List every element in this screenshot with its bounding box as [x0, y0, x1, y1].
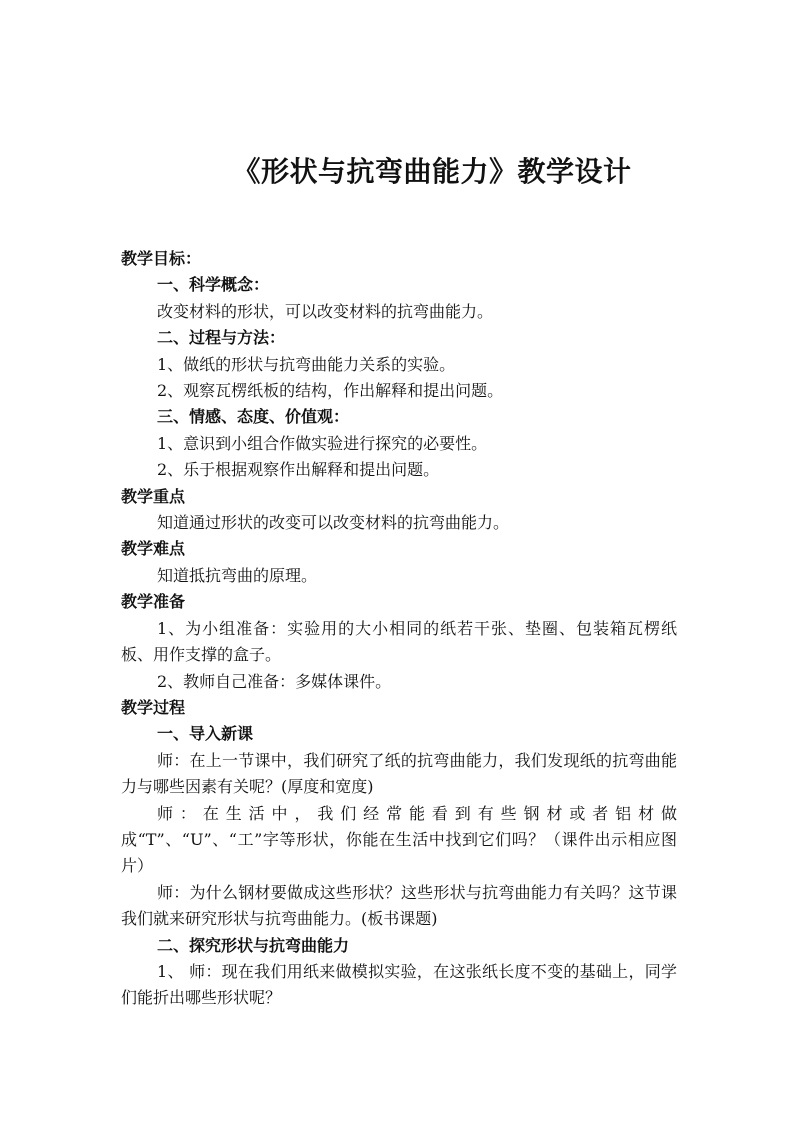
document-body [121, 246, 677, 1012]
list-item: 1、意识到小组合作做实验进行探究的必要性。 [157, 433, 488, 453]
paragraph: 知道抵抗弯曲的原理。 [157, 565, 318, 585]
paragraph: 知道通过形状的改变可以改变材料的抗弯曲能力。 [157, 513, 510, 533]
list-item: 2、教师自己准备：多媒体课件。 [157, 671, 392, 691]
paragraph: 改变材料的形状，可以改变材料的抗弯曲能力。 [157, 301, 494, 321]
document-title: 《形状与抗弯曲能力》教学设计 [232, 155, 632, 188]
heading-teaching-preparation: 教学准备 [121, 592, 186, 612]
subheading-attitudes-values: 三、情感、态度、价值观： [157, 407, 350, 427]
list-item: 1、做纸的形状与抗弯曲能力关系的实验。 [157, 354, 456, 374]
list-item: 2、乐于根据观察作出解释和提出问题。 [157, 460, 440, 480]
subheading-exploration: 二、探究形状与抗弯曲能力 [157, 935, 350, 955]
list-item: 2、观察瓦楞纸板的结构，作出解释和提出问题。 [157, 381, 504, 401]
paragraph: 1、为小组准备：实验用的大小相同的纸若干张、垫圈、包装箱瓦楞纸板、用作支撑的盒子。 [121, 618, 677, 665]
subheading-scientific-concepts: 一、科学概念： [157, 275, 270, 295]
paragraph: 师：为什么钢材要做成这些形状？这些形状与抗弯曲能力有关吗？这节课我们就来研究形状与抗弯曲能力。(板书课题) [121, 882, 677, 929]
subheading-introduction: 一、导入新课 [157, 724, 254, 744]
paragraph: 师：在上一节课中，我们研究了纸的抗弯曲能力，我们发现纸的抗弯曲能力与哪些因素有关呢？(厚度和宽度) [121, 750, 677, 797]
heading-teaching-objectives: 教学目标： [121, 249, 202, 268]
paragraph: 1、 师：现在我们用纸来做模拟实验，在这张纸长度不变的基础上，同学们能折出哪些形状呢？ [121, 961, 677, 1008]
heading-teaching-focus: 教学重点 [121, 486, 186, 506]
paragraph: 师：在生活中，我们经常能看到有些钢材或者铝材做成“T”、“U”、“工”字等形状，你能在生活中找到它们吗？（课件出示相应图片） [121, 803, 677, 876]
subheading-process-methods: 二、过程与方法： [157, 328, 286, 348]
heading-teaching-difficulty: 教学难点 [121, 539, 186, 559]
heading-teaching-process: 教学过程 [121, 697, 186, 717]
